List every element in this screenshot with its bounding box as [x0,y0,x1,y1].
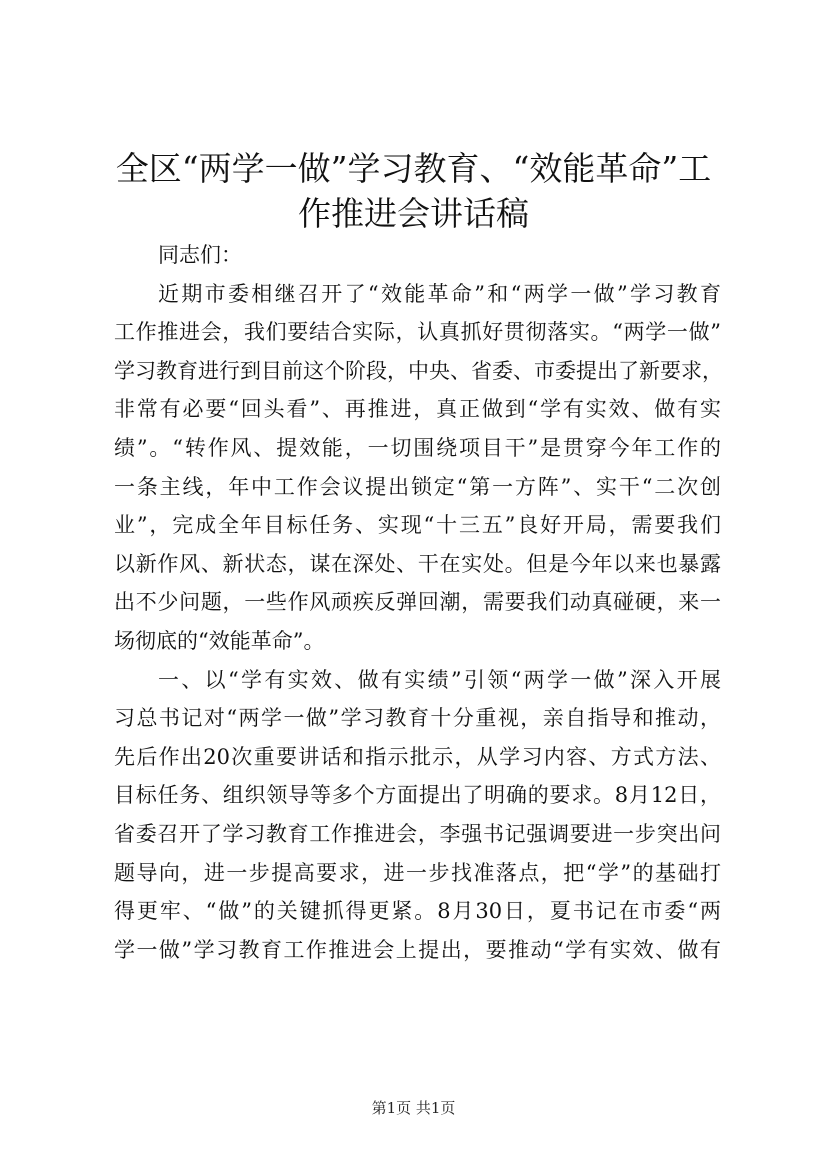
document-body [114,236,721,969]
title-line-1: 全区“两学一做”学习教育、“效能革命”工 [115,149,712,188]
paragraph-1-line: 非常有必要“回头看”、再推进，真正做到“学有实效、做有实 [114,397,721,422]
greeting: 同志们： [158,243,242,267]
paragraph-1-line: 近期市委相继召开了“效能革命”和“两学一做”学习教育 [158,281,721,306]
paragraph-1-line: 以新作风、新状态，谋在深处、干在实处。但是今年以来也暴露 [114,551,721,576]
paragraph-2-line: 先后作出20次重要讲话和指示批示，从学习内容、方式方法、 [114,744,721,769]
paragraph-2-line: 题导向，进一步提高要求，进一步找准落点，把“学”的基础打 [114,860,721,885]
document-title [100,146,727,236]
paragraph-1-line: 业”，完成全年目标任务、实现“十三五”良好开局，需要我们 [114,513,721,538]
page-footer: 第1页 共1页 [371,1099,456,1117]
paragraph-2-line: 习总书记对“两学一做”学习教育十分重视，亲自指导和推动， [114,706,721,731]
paragraph-1-line: 一条主线，年中工作会议提出锁定“第一方阵”、实干“二次创 [114,474,721,499]
paragraph-1-line: 绩”。“转作风、提效能，一切围绕项目干”是贯穿今年工作的 [114,435,721,460]
title-line-2: 作推进会讲话稿 [298,194,529,233]
paragraph-1-line: 工作推进会，我们要结合实际，认真抓好贯彻落实。“两学一做” [114,320,721,345]
paragraph-2-line: 得更牢、“做”的关键抓得更紧。8月30日，夏书记在市委“两 [114,899,721,924]
section-heading: 一、以“学有实效、做有实绩”引领“两学一做”深入开展 [158,667,721,692]
paragraph-1-line: 出不少问题，一些作风顽疾反弹回潮，需要我们动真碰硬，来一 [114,590,721,615]
paragraph-1-line: 场彻底的“效能革命”。 [114,628,325,653]
paragraph-2-line: 省委召开了学习教育工作推进会，李强书记强调要进一步突出问 [114,821,721,846]
paragraph-2-line: 目标任务、组织领导等多个方面提出了明确的要求。8月12日， [114,783,721,808]
paragraph-2-line: 学一做”学习教育工作推进会上提出，要推动“学有实效、做有 [114,937,721,962]
paragraph-1-line: 学习教育进行到目前这个阶段，中央、省委、市委提出了新要求， [114,358,723,383]
